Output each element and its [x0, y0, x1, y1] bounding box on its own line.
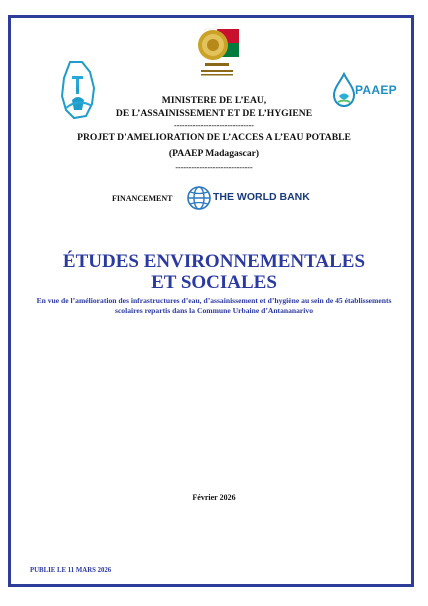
project-acronym: (PAAEP Madagascar): [168, 148, 260, 159]
paaep-logo-text: PAAEP: [355, 83, 397, 97]
publication-date: PUBLIE LE 11 MARS 2026: [30, 567, 112, 574]
header-separator: ------------------------------: [174, 121, 254, 130]
ministry-title-line2: DE L’ASSAINISSEMENT ET DE L’HYGIENE: [115, 108, 313, 119]
world-bank-name: THE WORLD BANK: [213, 191, 310, 203]
world-bank-globe-icon: [186, 185, 212, 211]
document-date: Février 2026: [192, 493, 236, 502]
document-subtitle: En vue de l’amélioration des infrastructures d’eau, d’assainissement et d’hygiène au sein de 45 établissements scolaires repartis dans la Commune Urbaine d’Antananarivo: [36, 296, 392, 315]
madagascar-coat-of-arms-icon: [183, 23, 251, 79]
ministry-title-line1: MINISTERE DE L’EAU,: [161, 95, 267, 106]
header-separator: -----------------------------: [175, 163, 253, 172]
project-title: PROJET D'AMELIORATION DE L’ACCES A L’EAU POTABLE: [77, 132, 351, 143]
financing-label: FINANCEMENT: [112, 194, 173, 203]
document-title-line2: ET SOCIALES: [151, 272, 277, 293]
document-title-line1: ÉTUDES ENVIRONNEMENTALES: [62, 251, 366, 272]
